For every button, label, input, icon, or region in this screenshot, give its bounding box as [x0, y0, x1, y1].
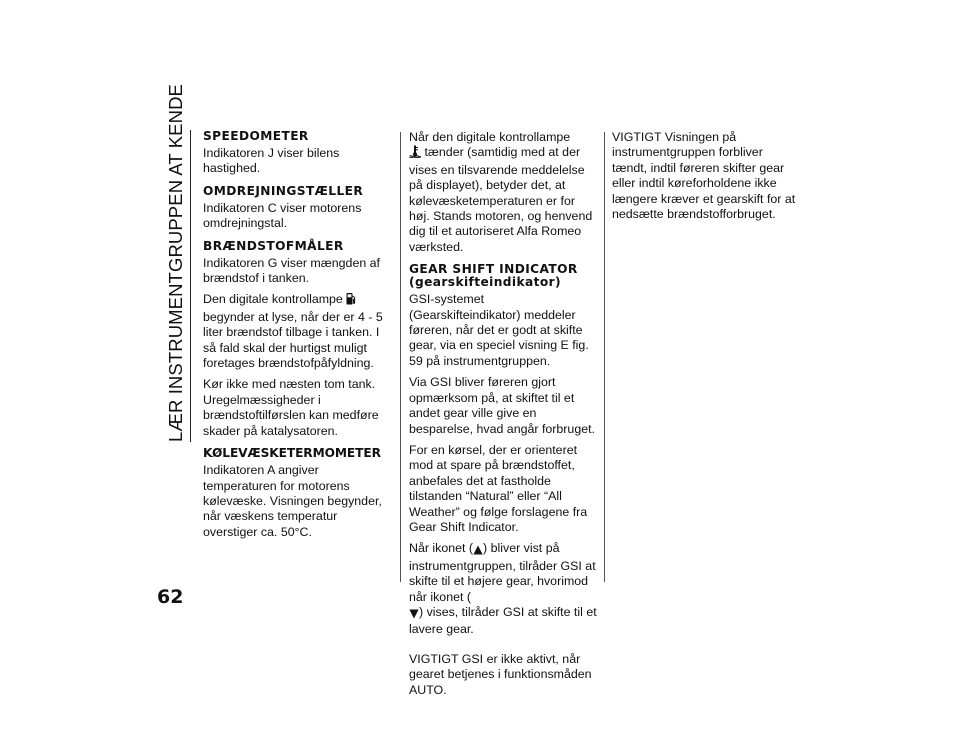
fuel-text-3: Kør ikke med næsten tom tank. Uregelmæssigheder i brændstoftilførslen kan medføre skader på katalysatoren.: [203, 377, 379, 438]
gsi-text-4: [409, 541, 597, 637]
upshift-triangle-icon: [473, 543, 483, 558]
gsi-text-4-a: Når ikonet (: [409, 541, 474, 556]
fuel-text-1: Indikatoren G viser mængden af brændstof i tanken.: [203, 255, 381, 286]
column-3: [612, 130, 797, 228]
rpm-heading: OMDREJNINGSTÆLLER: [203, 183, 364, 198]
gsi-text-3: For en kørsel, der er orienteret mod at spare på brændstoffet, anbefales det at fastholde tilstanden “Natural” eller “All Weather” og følge forslagene fra Gear Shift Indicator.: [409, 442, 588, 534]
column-divider-2: [604, 132, 605, 582]
gsi-important-note: VIGTIGT GSI er ikke aktivt, når gearet betjenes i funktionsmåden AUTO.: [409, 651, 592, 697]
chapter-title: LÆR INSTRUMENTGRUPPEN AT KENDE: [165, 84, 186, 442]
coolant-warning-end: tænder (samtidig med at der vises en tilsvarende meddelelse på displayet), betyder det, at kølevæsketemperaturen er for høj. Stands motoren, og henvend dig til et autoriseret Alfa Romeo værksted.: [409, 145, 593, 254]
gsi-text-4-c: ) vises, tilråder GSI at skifte til et lavere gear.: [409, 604, 597, 637]
coolant-warning-start: Når den digitale kontrollampe: [409, 130, 571, 144]
column-1: [203, 130, 393, 546]
column-divider-1: [400, 132, 401, 582]
gsi-heading: [409, 263, 597, 289]
fuel-text-2: [203, 292, 393, 371]
column-2: [409, 130, 597, 704]
fuel-heading: BRÆNDSTOFMÅLER: [203, 238, 344, 253]
gsi-text-2: Via GSI bliver føreren gjort opmærksom på, at skiftet til et andet gear ville give en besparelse, hvad angår forbruget.: [409, 375, 595, 436]
gsi-heading-line-2: (gearskifteindikator): [409, 275, 561, 290]
chapter-side-tab: [163, 84, 191, 442]
gsi-important-note-continued: VIGTIGT Visningen på instrumentgruppen forbliver tændt, indtil føreren skifter gear eller indtil køreforholdene ikke længere kræver et gearskift for at nedsætte brændstofforbruget.: [612, 130, 796, 222]
coolant-warning-text: [409, 130, 597, 255]
page-number: 62: [157, 586, 184, 608]
coolant-heading: KØLEVÆSKETERMOMETER: [203, 446, 381, 461]
fuel-text-2-start: Den digitale kontrollampe: [203, 292, 343, 307]
gsi-text-1: GSI-systemet (Gearskifteindikator) meddeler føreren, når det er godt at skifte gear, via en speciel visning E fig. 59 på instrumentgruppen.: [409, 292, 589, 368]
gsi-text-4-b: ) bliver vist på instrumentgruppen, tilråder GSI at skifte til et højere gear, hvorimod når ikonet (: [409, 541, 596, 604]
coolant-text: Indikatoren A angiver temperaturen for motorens kølevæske. Visningen begynder, når væskens temperatur overstiger ca. 50°C.: [203, 463, 382, 539]
coolant-temperature-icon: [409, 145, 421, 162]
speedometer-heading: SPEEDOMETER: [203, 129, 309, 143]
speedometer-text: Indikatoren J viser bilens hastighed.: [203, 146, 340, 176]
rpm-text: Indikatoren C viser motorens omdrejningstal.: [203, 200, 362, 231]
downshift-triangle-icon: [409, 607, 419, 622]
gsi-heading-line-1: GEAR SHIFT INDICATOR: [409, 262, 578, 277]
fuel-pump-icon: [346, 292, 356, 309]
fuel-text-2-end: begynder at lyse, når der er 4 - 5 liter brændstof tilbage i tanken. I så fald skal der hurtigst muligt foretages brændstofpåfyldning.: [203, 309, 383, 371]
